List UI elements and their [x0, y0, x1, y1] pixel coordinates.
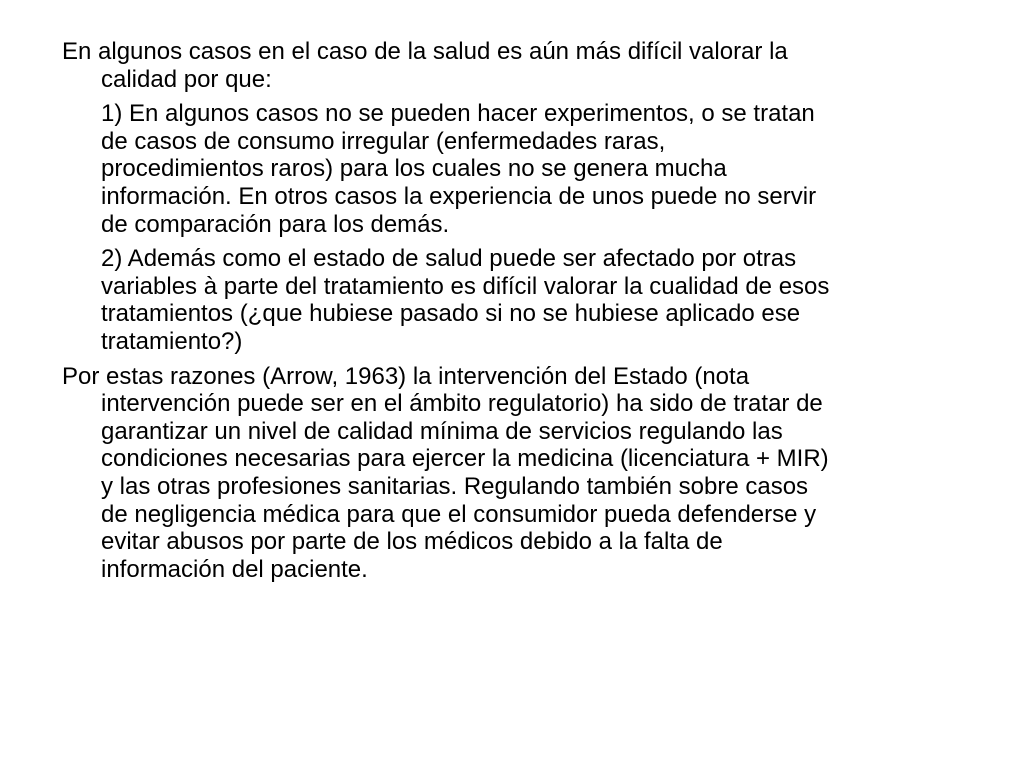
text-line: evitar abusos por parte de los médicos debido a la falta de	[101, 528, 723, 556]
text-line: información. En otros casos la experiencia de unos puede no servir	[101, 182, 817, 210]
text-line: 1) En algunos casos no se pueden hacer experimentos, o se tratan	[101, 100, 815, 128]
text-line: intervención puede ser en el ámbito regulatorio) ha sido de tratar de	[101, 390, 823, 418]
paragraph-intro	[62, 38, 974, 93]
text-line: de comparación para los demás.	[101, 210, 450, 238]
text-line: En algunos casos en el caso de la salud es aún más difícil valorar la	[62, 38, 788, 65]
text-line: garantizar un nivel de calidad mínima de servicios regulando las	[101, 417, 783, 445]
text-line: calidad por que:	[101, 65, 272, 93]
text-line: 2) Además como el estado de salud puede ser afectado por otras	[101, 245, 797, 273]
text-line: de negligencia médica para que el consumidor pueda defenderse y	[101, 500, 817, 528]
text-line: Por estas razones (Arrow, 1963) la intervención del Estado (nota	[62, 362, 750, 390]
text-line: tratamiento?)	[101, 327, 243, 355]
text-line: tratamientos (¿que hubiese pasado si no se hubiese aplicado ese	[101, 300, 801, 328]
text-line: de casos de consumo irregular (enfermedades raras,	[101, 127, 666, 155]
text-line: información del paciente.	[101, 555, 368, 583]
text-line: variables à parte del tratamiento es difícil valorar la cualidad de esos	[101, 272, 830, 300]
paragraph-point-2	[101, 245, 974, 355]
text-line: condiciones necesarias para ejercer la medicina (licenciatura + MIR)	[101, 445, 829, 473]
paragraph-conclusion	[62, 363, 974, 584]
paragraph-point-1	[101, 100, 974, 238]
text-line: procedimientos raros) para los cuales no se genera mucha	[101, 155, 727, 183]
text-line: y las otras profesiones sanitarias. Regulando también sobre casos	[101, 472, 809, 500]
